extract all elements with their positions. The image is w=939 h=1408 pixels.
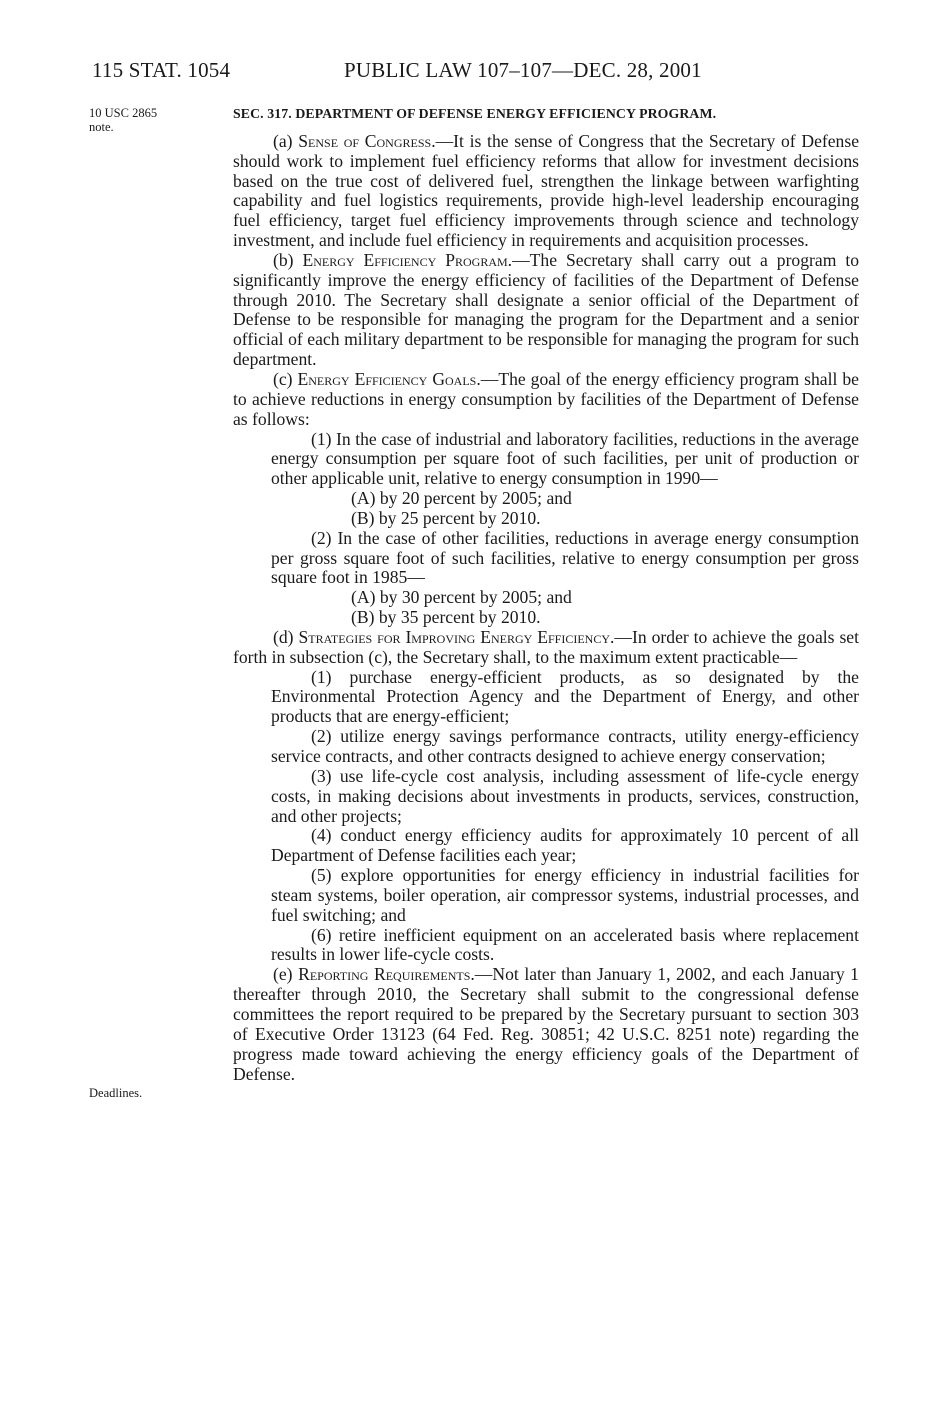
subsection-e-heading: Reporting Requirements [298,964,471,985]
paragraph-c2: (2) In the case of other facilities, reductions in average energy consumption per gross square foot of such facilities, relative to energy consumption per gross square foot in 1985— [271,527,859,588]
paragraph-d2: (2) utilize energy savings performance contracts, utility energy-efficiency service contracts, and other contracts designed to achieve energy conservation; [271,726,859,766]
subparagraph-c1a: (A) by 20 percent by 2005; and [351,488,572,509]
subsection-e: (e) Reporting Requirements.—Not later than January 1, 2002, and each January 1 thereafter through 2010, the Secretary shall submit to the congressional defense committees the report required to be prepared by the Secretary pursuant to section 303 of Executive Order 13123 (64 Fed. Reg. 30851; 42 U.S.C. 8251 note) regarding the progress made toward achieving the energy efficiency goals of the Department of Defense. [233,964,859,1084]
subsection-c-heading: Energy Efficiency Goals [297,368,477,389]
paragraph-d3: (3) use life-cycle cost analysis, including assessment of life-cycle energy costs, in making decisions about investments in products, services, construction, and other projects; [271,765,859,826]
paragraph-d5: (5) explore opportunities for energy efficiency in industrial facilities for steam systems, boiler operation, air compressor systems, industrial processes, and fuel switching; and [271,865,859,925]
paragraph-c1: (1) In the case of industrial and laboratory facilities, reductions in the average energy consumption per square foot of such facilities, per unit of production or other applicable unit, relative to energy consumption in 1990— [271,428,859,489]
page-header [92,58,702,83]
stat-reference: 115 STAT. 1054 [92,58,231,82]
section-title: SEC. 317. DEPARTMENT OF DEFENSE ENERGY EFFICIENCY PROGRAM. [233,106,717,121]
paragraph-d1: (1) purchase energy-efficient products, as so designated by the Environmental Protection Agency and the Department of Energy, and other products that are energy-efficient; [271,666,859,727]
usc-citation: 10 USC 2865 [89,106,158,120]
subparagraph-c2a: (A) by 30 percent by 2005; and [351,587,572,608]
subsection-a-heading: Sense of Congress [298,130,432,151]
subsection-a: (a) Sense of Congress.—It is the sense of Congress that the Secretary of Defense should work to implement fuel efficiency reforms that allow for investment decisions based on the true cost of delivered fuel, strengthen the linkage between warfighting capability and fuel logistics requirements, provide high-level leadership encouraging fuel efficiency, target fuel efficiency improvements through science and technology investment, and include fuel efficiency in requirements and acquisition processes. [233,130,859,251]
subsection-b: (b) Energy Efficiency Program.—The Secretary shall carry out a program to significantly improve the energy efficiency of facilities of the Department of Defense through 2010. The Secretary shall designate a senior official of the Department of Defense to be responsible for managing the program for the Department and a senior official of each military department to be responsible for managing the program for such department. [233,249,860,370]
subsection-c: (c) Energy Efficiency Goals.—The goal of the energy efficiency program shall be to achieve reductions in energy consumption by facilities of the Department of Defense as follows: [233,368,859,429]
subsection-d: (d) Strategies for Improving Energy Efficiency.—In order to achieve the goals set forth in subsection (c), the Secretary shall, to the maximum extent practicable— [233,626,859,667]
subsection-b-heading: Energy Efficiency Program [302,249,508,270]
deadlines-margin-note: Deadlines. [89,1086,143,1100]
paragraph-d4: (4) conduct energy efficiency audits for approximately 10 percent of all Department of Defense facilities each year; [271,825,859,866]
subparagraph-c1b: (B) by 25 percent by 2010. [351,507,541,528]
section-body [233,104,859,1084]
subsection-d-heading: Strategies for Improving Energy Efficiency [298,626,611,647]
public-law-reference: PUBLIC LAW 107–107—DEC. 28, 2001 [344,58,702,82]
paragraph-d6: (6) retire inefficient equipment on an accelerated basis where replacement results in lower life-cycle costs. [271,924,859,965]
usc-margin-note [89,106,199,134]
subparagraph-c2b: (B) by 35 percent by 2010. [351,607,541,628]
usc-note-label: note. [89,120,114,134]
